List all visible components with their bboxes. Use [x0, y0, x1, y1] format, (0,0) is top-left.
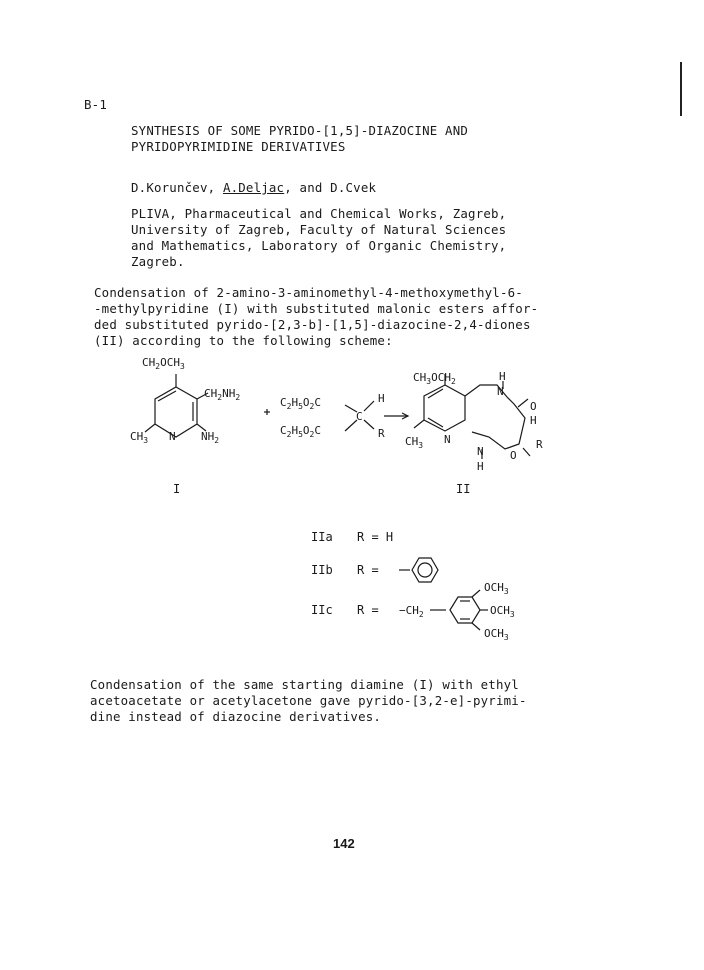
variant-id: IIc: [311, 603, 333, 617]
page-number: 142: [333, 836, 355, 851]
svg-text:H: H: [530, 414, 537, 427]
svg-text:H: H: [499, 370, 506, 383]
variant-r: R =: [357, 563, 379, 577]
variant-r: R = H: [357, 530, 394, 544]
paragraph-line: dine instead of diazocine derivatives.: [90, 709, 382, 724]
variant-id: IIb: [311, 563, 333, 577]
svg-text:CH3: $CH_3$: [130, 430, 149, 445]
pyridine-ring-I: [155, 387, 197, 437]
pyridine-ring-II: [424, 385, 465, 431]
svg-text:C2H5O2C: $C_2H_5O_2C$: [280, 396, 321, 411]
svg-text:CH3: $CH_3$: [405, 435, 424, 450]
svg-text:O: O: [530, 400, 537, 413]
section-code: B-1: [84, 97, 107, 112]
svg-text:N: N: [477, 445, 484, 458]
svg-text:−CH2: $-CH_2$: [399, 604, 424, 619]
svg-text:R: R: [378, 427, 385, 440]
phenyl-ring: [412, 558, 438, 582]
svg-text:N: N: [169, 430, 176, 443]
svg-text:OCH3: $OCH_3$: [490, 604, 515, 619]
svg-text:N: N: [497, 385, 504, 398]
svg-text:H: H: [477, 460, 484, 473]
paragraph-line: (II) according to the following scheme:: [94, 333, 393, 348]
svg-text:OCH3: $OCH_3$: [484, 581, 509, 596]
affiliation-line: and Mathematics, Laboratory of Organic Chemistry,: [131, 238, 507, 253]
diazocine-ring: [465, 385, 525, 449]
paragraph-line: Condensation of 2-amino-3-aminomethyl-4-methoxymethyl-6-: [94, 285, 523, 300]
paragraph-line: Condensation of the same starting diamine (I) with ethyl: [90, 677, 519, 692]
paragraph-line: -methylpyridine (I) with substituted malonic esters affor-: [94, 301, 539, 316]
svg-text:NH2: $NH_2$: [201, 430, 220, 445]
compound-I-label: I: [173, 482, 181, 496]
author-3: , and D.Cvek: [284, 180, 377, 195]
variant-id: IIa: [311, 530, 333, 544]
author-2-presenting: A.Deljac: [222, 180, 285, 195]
svg-text:CH2NH2: $CH_2NH_2$: [204, 387, 241, 402]
svg-text:O: O: [510, 449, 517, 462]
svg-text:H: H: [378, 392, 385, 405]
svg-text:OCH3: $OCH_3$: [484, 627, 509, 642]
title-line-2: PYRIDOPYRIMIDINE DERIVATIVES: [131, 139, 346, 154]
title-line-1: SYNTHESIS OF SOME PYRIDO-[1,5]-DIAZOCINE AND: [131, 123, 469, 138]
svg-text:CH3OCH2: $CH_3OCH_2$: [413, 371, 456, 386]
affiliation-line: Zagreb.: [131, 254, 185, 269]
paragraph-line: ded substituted pyrido-[2,3-b]-[1,5]-diazocine-2,4-diones: [94, 317, 531, 332]
svg-text:R: R: [536, 438, 543, 451]
author-1: D.Korunčev,: [131, 180, 216, 195]
paragraph-line: acetoacetate or acetylacetone gave pyrido-[3,2-e]-pyrimi-: [90, 693, 527, 708]
svg-text:N: N: [444, 433, 451, 446]
affiliation-line: University of Zagreb, Faculty of Natural Sciences: [131, 222, 507, 237]
svg-text:C2H5O2C: $C_2H_5O_2C$: [280, 424, 321, 439]
svg-text:CH2OCH3: $CH_2OCH_3$: [142, 356, 185, 371]
compound-II-label: II: [456, 482, 471, 496]
svg-text:C: C: [356, 410, 363, 423]
affiliation-line: PLIVA, Pharmaceutical and Chemical Works, Zagreb,: [131, 206, 507, 221]
variant-r: R =: [357, 603, 379, 617]
